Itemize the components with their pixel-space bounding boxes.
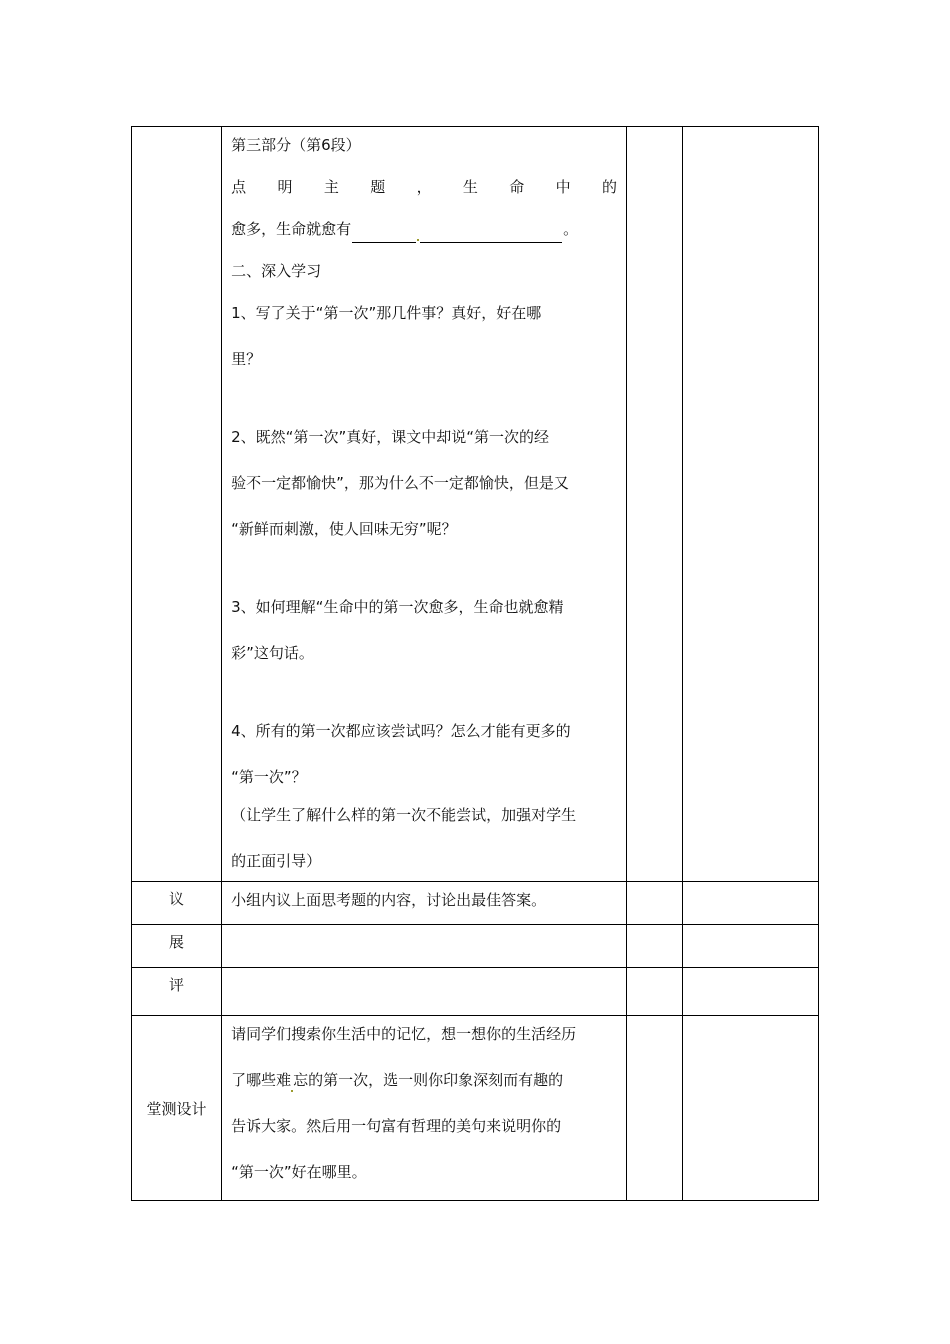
exam-design-text — [222, 1016, 627, 1201]
blank-cell — [682, 1016, 818, 1201]
lesson-plan-table — [131, 126, 819, 1201]
question-3-line-2: 彩”这句话。 — [231, 644, 314, 662]
exam-line-1: 请同学们搜索你生活中的记忆，想一想你的生活经历 — [231, 1025, 577, 1043]
blank-cell — [682, 882, 818, 925]
mark-dot — [417, 239, 419, 241]
mark-dot — [291, 1090, 293, 1092]
exam-line-4: “第一次”好在哪里。 — [231, 1163, 367, 1181]
question-3-line-1: 3、如何理解“生命中的第一次愈多，生命也就愈精 — [231, 598, 564, 616]
question-4-line-1: 4、所有的第一次都应该尝试吗？怎么才能有更多的 — [231, 722, 571, 740]
discuss-text: 小组内议上面思考题的内容，讨论出最佳答案。 — [222, 882, 627, 925]
question-2-line-2: 验不一定都愉快”，那为什么不一定都愉快，但是又 — [231, 474, 569, 492]
exam-line-2: 了哪些难 忘的第一次，选一则你印象深刻而有趣的 — [231, 1066, 618, 1094]
exam-line-3: 告诉大家。然后用一句富有哲理的美句来说明你的 — [231, 1117, 562, 1135]
question-2-line-3: “新鲜而刺激，使人回味无穷”呢？ — [231, 520, 457, 538]
table-row — [132, 127, 819, 882]
blank-cell — [682, 127, 818, 882]
table-row — [132, 968, 819, 1016]
fill-blank-2 — [420, 224, 562, 243]
discuss-label: 议 — [132, 882, 222, 925]
teaching-note-line-2: 的正面引导） — [231, 852, 322, 870]
blank-cell — [682, 925, 818, 968]
table-row — [132, 1016, 819, 1201]
blank-cell — [222, 925, 627, 968]
blank-cell — [682, 968, 818, 1016]
question-1-line-1: 1、写了关于“第一次”那几件事？真好，好在哪 — [231, 304, 542, 322]
content-cell-main — [222, 127, 627, 882]
part3-heading: 第三部分（第6段） — [231, 136, 361, 154]
question-4-line-2: “第一次”？ — [231, 768, 307, 786]
question-2-line-1: 2、既然“第一次”真好，课文中却说“第一次的经 — [231, 428, 549, 446]
exam-design-label: 堂测设计 — [132, 1016, 222, 1201]
blank-cell — [626, 968, 682, 1016]
table-row — [132, 882, 819, 925]
table-row — [132, 925, 819, 968]
blank-cell — [626, 1016, 682, 1201]
fill-blank-line: 愈多，生命就愈有 。 — [231, 215, 618, 243]
section2-heading: 二、深入学习 — [231, 262, 322, 280]
blank-cell — [222, 968, 627, 1016]
blank-cell — [626, 925, 682, 968]
teaching-note-line-1: （让学生了解什么样的第一次不能尝试，加强对学生 — [231, 806, 577, 824]
show-label: 展 — [132, 925, 222, 968]
theme-line: 点 明 主 题 ， 生 命 中 的 — [231, 178, 618, 196]
fill-blank-1 — [352, 224, 416, 243]
evaluate-label: 评 — [132, 968, 222, 1016]
question-1-line-2: 里？ — [231, 350, 262, 368]
blank-cell — [626, 127, 682, 882]
blank-cell — [626, 882, 682, 925]
label-cell-empty — [132, 127, 222, 882]
